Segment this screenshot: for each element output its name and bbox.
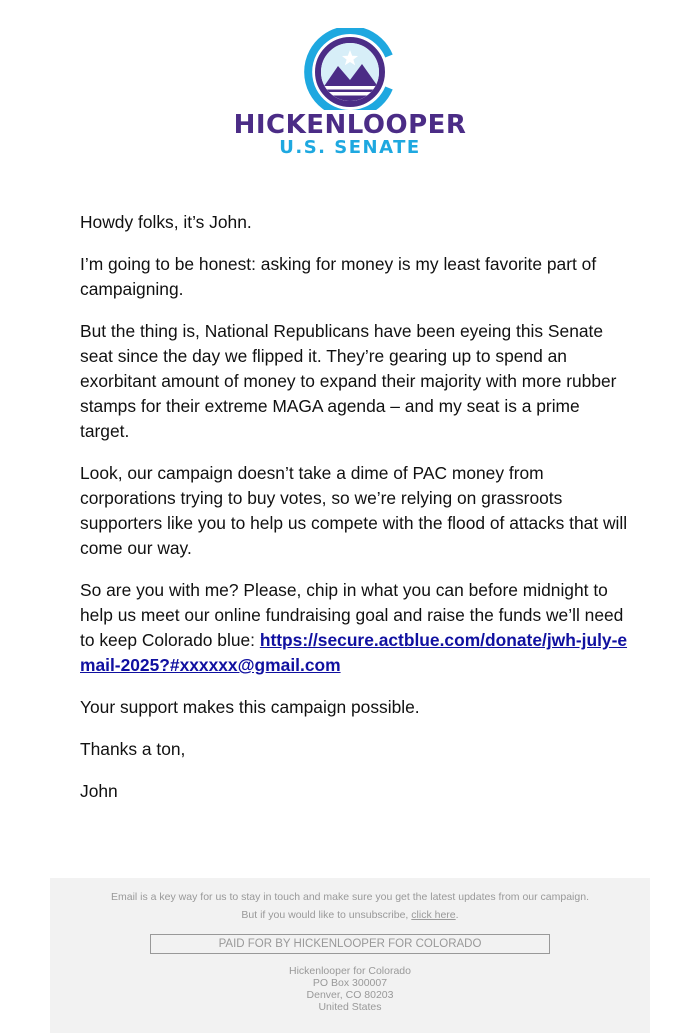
paragraph-republicans: But the thing is, National Republicans have been eyeing this Senate seat since the day we flipped it. They’re gearing up to spend an exorbitant amount of money to expand their majority with more rubber stamps for their extreme MAGA agenda – and my seat is a prime target. xyxy=(80,321,617,441)
paid-for-disclaimer: PAID FOR BY HICKENLOOPER FOR COLORADO xyxy=(150,934,550,954)
campaign-logo xyxy=(0,28,700,110)
signature: John xyxy=(80,781,118,801)
mailing-address xyxy=(50,965,650,1013)
unsubscribe-link[interactable]: click here xyxy=(411,909,456,921)
address-line: Denver, CO 80203 xyxy=(306,989,394,1001)
paragraph-chip-in xyxy=(80,578,628,678)
email-body xyxy=(80,210,628,821)
logo-wordmark: HICKENLOOPER xyxy=(233,110,467,140)
support-line: Your support makes this campaign possible. xyxy=(80,697,420,717)
address-line: Hickenlooper for Colorado xyxy=(289,965,411,977)
greeting: Howdy folks, it’s John. xyxy=(80,212,252,232)
paragraph-honest: I’m going to be honest: asking for money is my least favorite part of campaigning. xyxy=(80,254,597,299)
address-line: United States xyxy=(318,1001,382,1013)
footer-unsubscribe-line xyxy=(50,909,650,921)
email-footer xyxy=(50,878,650,1033)
donate-link[interactable]: https://secure.actblue.com/donate/jwh-july-email-2025?#xxxxxx@gmail.com xyxy=(80,630,628,675)
hickenlooper-logo-icon xyxy=(300,28,400,110)
chip-in-text: So are you with me? Please, chip in what you can before midnight to help us meet our online fundraising goal and raise the funds we’ll need to keep Colorado blue: xyxy=(80,580,624,650)
logo-subtitle: U.S. SENATE xyxy=(279,137,421,158)
unsubscribe-suffix: . xyxy=(455,909,459,921)
signoff: Thanks a ton, xyxy=(80,739,186,759)
paragraph-pac-money: Look, our campaign doesn’t take a dime of PAC money from corporations trying to buy votes, so we’re relying on grassroots supporters like you to help us compete with the flood of attacks that will come our way. xyxy=(80,463,628,558)
footer-info-text: Email is a key way for us to stay in touch and make sure you get the latest updates from our campaign. xyxy=(111,891,589,903)
unsubscribe-prefix: But if you would like to unsubscribe, xyxy=(241,909,409,921)
address-line: PO Box 300007 xyxy=(312,977,388,989)
